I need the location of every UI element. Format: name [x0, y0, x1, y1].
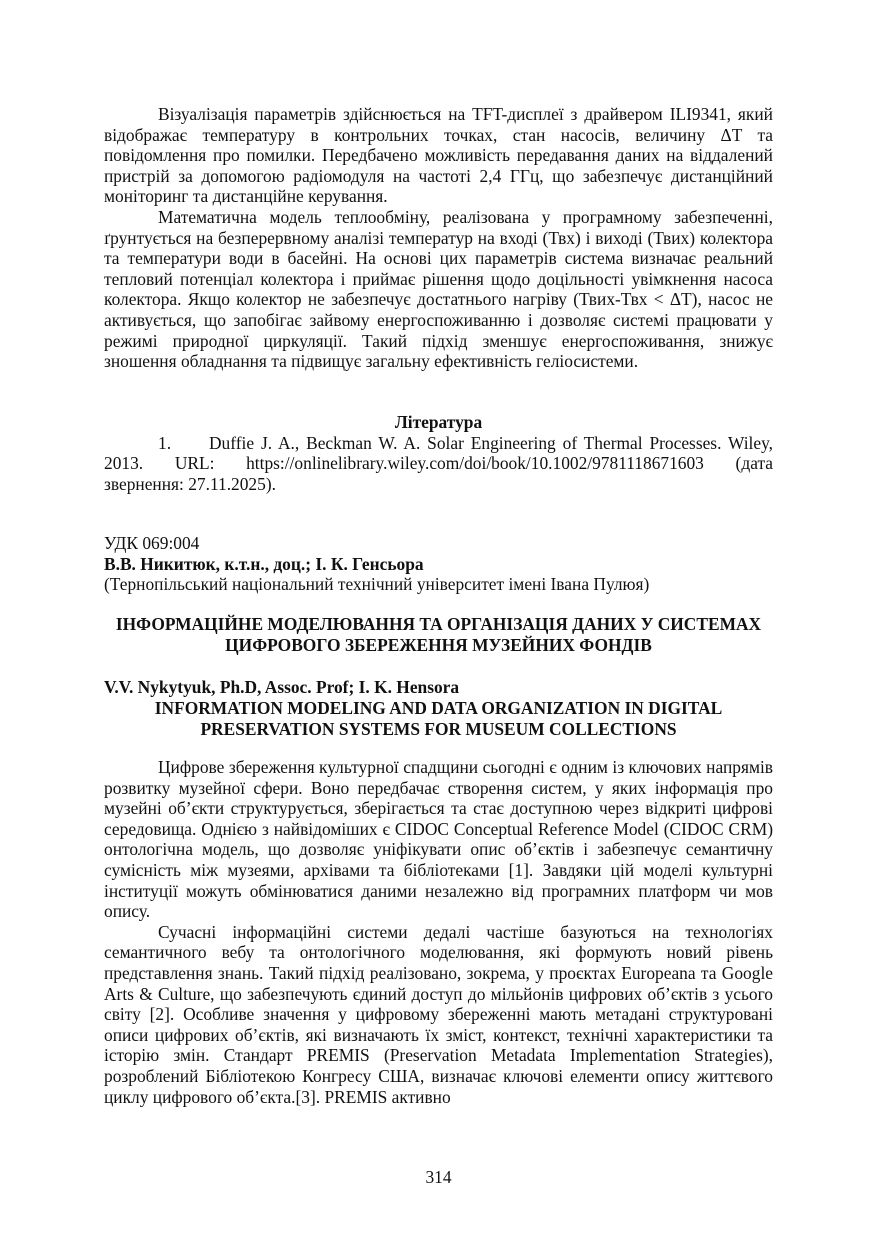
body-paragraph: Цифрове збереження культурної спадщини сьогодні є одним із ключових напрямів розвитку музейної сфери. Воно передбачає створення систем, у яких інформація про музейні об’єкти структурується, зберігається та стає доступною через відкриті цифрові середовища. Однією з найвідоміших є CIDOC Conceptual Reference Model (CIDOC CRM) онтологічна модель, що дозволяє уніфікувати опис об’єктів і забезпечує семантичну сумісність між музеями, архівами та бібліотеками [1]. Завдяки цій моделі культурні інституції можуть обмінюватися даними незалежно від програмних платформ чи мов опису.: [104, 757, 773, 922]
article-header: [104, 533, 773, 595]
udc-code: УДК 069:004: [104, 533, 200, 553]
references-heading: Література: [394, 412, 483, 432]
title-en-line: INFORMATION MODELING AND DATA ORGANIZATION IN DIGITAL: [154, 697, 723, 718]
page-top-section: [104, 104, 773, 372]
body-paragraph: Сучасні інформаційні системи дедалі частіше базуються на технологіях семантичного вебу та онтологічного моделювання, які формують новий рівень представлення знань. Такий підхід реалізовано, зокрема, у проєктах Europeana та Google Arts & Culture, що забезпечують єдиний доступ до мільйонів цифрових об’єктів з усього світу [2]. Особливе значення у цифровому збереженні мають метадані структуровані описи цифрових об’єктів, які визначають їх зміст, контекст, технічні характеристики та історію змін. Стандарт PREMIS (Preservation Metadata Implementation Strategies), розроблений Бібліотекою Конгресу США, визначає ключові елементи опису життєвого циклу цифрового об’єкта.[3]. PREMIS активно: [104, 921, 773, 1107]
article-body: [104, 757, 773, 1107]
reference-item: [104, 433, 773, 495]
title-uk-line: ІНФОРМАЦІЙНЕ МОДЕЛЮВАННЯ ТА ОРГАНІЗАЦІЯ ДАНИХ У СИСТЕМАХ: [115, 614, 762, 634]
body-paragraph: Візуалізація параметрів здійснюється на TFT-дисплеї з драйвером ILI9341, який відображає температуру в контрольних точках, стан насосів, величину ΔT та повідомлення про помилки. Передбачено можливість передавання даних на віддалений пристрій за допомогою радіомодуля на частоті 2,4 ГГц, що забезпечує дистанційний моніторинг та дистанційне керування.: [104, 104, 773, 207]
affiliation-uk: (Тернопільський національний технічний університет імені Івана Пулюя): [104, 574, 650, 595]
title-en-line: PRESERVATION SYSTEMS FOR MUSEUM COLLECTIONS: [200, 718, 677, 739]
reference-text: Duffie J. A., Beckman W. A. Solar Engineering of Thermal Processes. Wiley, 2013. URL: https://onlinelibrary.wiley.com/doi/book/10.1002/9781118671603 (дата звернення: 27.11.2025).: [104, 432, 773, 494]
article-title-uk: [104, 614, 773, 656]
title-uk-line: ЦИФРОВОГО ЗБЕРЕЖЕННЯ МУЗЕЙНИХ ФОНДІВ: [225, 635, 652, 655]
page-number: 314: [425, 1167, 452, 1187]
article-header-en: [104, 677, 773, 740]
reference-number: 1.: [158, 432, 172, 453]
authors-uk: В.В. Никитюк, к.т.н., доц.; І. К. Генсьора: [104, 553, 424, 574]
references-section: [104, 412, 773, 494]
body-paragraph: Математична модель теплообміну, реалізована у програмному забезпеченні, ґрунтується на безперервному аналізі температур на вході (Твх) і виході (Твих) колектора та температури води в басейні. На основі цих параметрів система визначає реальний тепловий потенціал колектора і приймає рішення щодо доцільності увімкнення насоса колектора. Якщо колектор не забезпечує достатнього нагріву (Твих-Твх < ΔT), насос не активується, що запобігає зайвому енергоспоживанню і дозволяє системі працювати у режимі природної циркуляції. Такий підхід зменшує енергоспоживання, знижує зношення обладнання та підвищує загальну ефективність геліосистеми.: [104, 206, 773, 372]
authors-en: V.V. Nykytyuk, Ph.D, Assoc. Prof; I. K. Hensora: [104, 677, 460, 697]
